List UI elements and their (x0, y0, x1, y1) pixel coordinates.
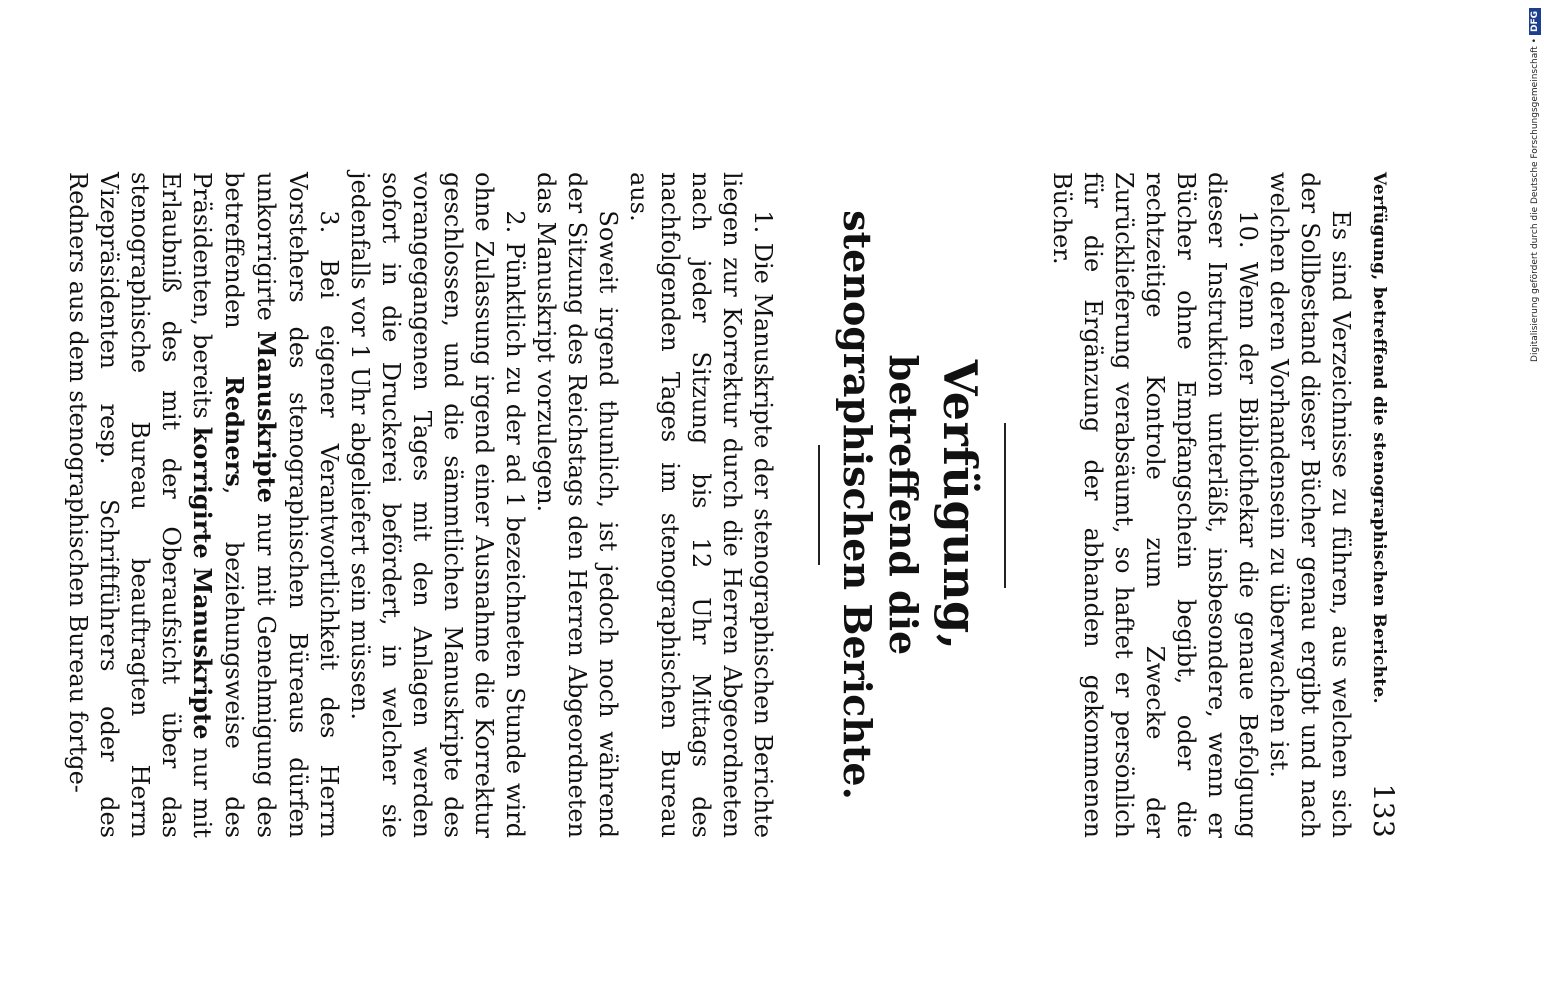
paragraph-4-part-c: nur mit Genehmigung des betreffenden (220, 172, 280, 839)
book-page (64, 150, 1410, 860)
dfg-credit-text: Digitalisierung gefördert durch die Deutsche Forschungsgemeinschaft • (1530, 38, 1540, 362)
section-title: Verfügung, (933, 359, 987, 651)
paragraph-4-part-a: 3. Bei eigener Verantwortlichkeit des Herrn Vorstehers des stenographischen Büreaus dürfen unkorrigirte (252, 172, 343, 838)
paragraph-4 (62, 172, 344, 838)
paragraph-2: Soweit irgend thunlich, ist jedoch noch während der Sitzung des Reichstags den Herren Abgeordneten das Manuskript vorzulegen. (532, 172, 622, 838)
paragraph-continued-1: Es sind Verzeichnisse zu führen, aus welchen sich der Sollbestand dieser Bücher genau ergibt und nach welchen deren Vorhandensein zu überwachen ist. (1265, 172, 1355, 838)
paragraph-4-part-e: , beziehungsweise des Präsidenten, bereits (188, 172, 248, 838)
running-header (1356, 172, 1400, 838)
paragraph-3: 2. Pünktlich zu der ad 1 bezeichneten Stunde wird ohne Zulassung irgend einer Ausnahme die Korrektur geschlossen, und die sämmtlichen Manuskripte des vorangegangenen Tages mit den Anlagen werden sofort in die Druckerei befördert, in welcher sie jedenfalls vor 1 Uhr abgeliefert sein müssen. (346, 172, 529, 838)
section-subtitle: betreffend die stenographischen Berichte. (835, 210, 926, 800)
paragraph-continued-2: 10. Wenn der Bibliothekar die genaue Befolgung dieser Instruktion unterläßt, insbesondere, wenn er Bücher ohne Empfangschein begibt, oder die rechtzeitige Kontrole zum Zwecke der Zurücklieferung verabsäumt, so haftet er persönlich für die Ergänzung der abhanden gekommenen Bücher. (1048, 172, 1262, 838)
paragraph-4-emphasis-korrigirte: korrigirte Manuskripte (188, 426, 217, 740)
paragraph-4-emphasis-redners: Redners (220, 375, 249, 487)
dfg-credit (1524, 8, 1544, 398)
dfg-credit-line (1524, 8, 1544, 398)
section-divider (1004, 423, 1006, 588)
page-number: 133 (1367, 783, 1400, 838)
title-rule (818, 445, 820, 565)
paragraph-1: 1. Die Manuskripte der stenographischen Berichte liegen zur Korrektur durch die Herren Abgeordneten nach jeder Sitzung bis 12 Uhr Mittags des nachfolgenden Tages im stenographischen Bureau aus. (625, 172, 777, 838)
running-title: Verfügung, betreffend die stenographischen Berichte. (1369, 172, 1389, 704)
paragraph-4-emphasis-manuskripte: Manuskripte (252, 330, 281, 503)
dfg-logo: DFG (1529, 8, 1541, 35)
paragraph-4-part-g: nur mit Erlaubniß des mit der Oberaufsicht über das stenographische Bureau beauftragten Herrn Vizepräsidenten resp. Schriftführers oder des Redners aus dem stenographischen Bureau fortge- (64, 172, 216, 838)
